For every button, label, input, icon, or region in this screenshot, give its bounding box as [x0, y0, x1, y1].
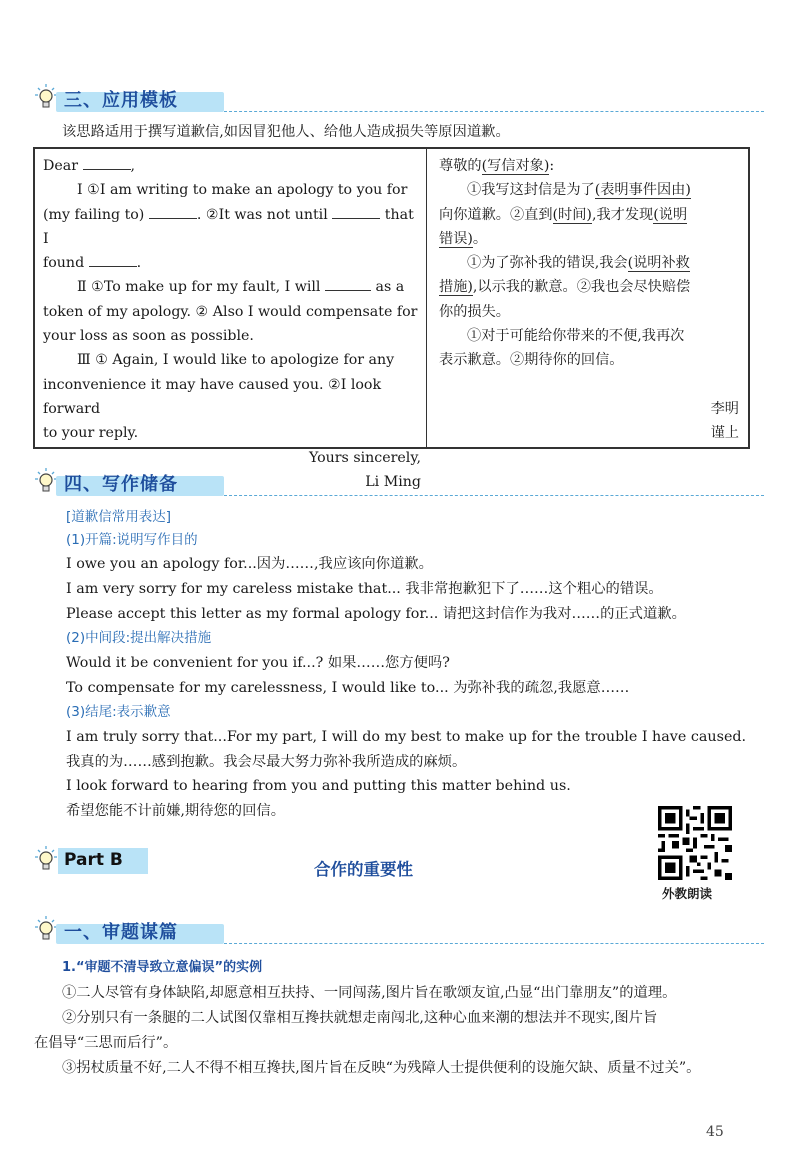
expressions-tag: [道歉信常用表达]	[66, 509, 172, 525]
subsection-opening: (1)开篇:说明写作目的	[66, 532, 198, 548]
expression-line: To compensate for my carelessness, I would like to... 为弥补我的疏忽,我愿意……	[66, 680, 630, 696]
expression-line: 希望您能不计前嫌,期待您的回信。	[66, 803, 285, 819]
template-english: Dear , Ⅰ ①I am writing to make an apology to you for (my failing to) . ②It was not until that I found . Ⅱ ①To make up for my fault, I will as a token of my apology. ② Also I would compensate for your loss as soon as possible. Ⅲ ① Again, I would like to apologize for any inconvenience it may have caused you. ②I look forward to your reply. Yours sincerely, Li Ming	[43, 158, 421, 490]
expression-line: I owe you an apology for...因为……,我应该向你道歉。	[66, 556, 433, 572]
heading-text: 一、审题谋篇	[64, 922, 178, 943]
qr-code-label: 外教朗读	[662, 886, 713, 901]
part-b-label: Part B	[34, 844, 154, 874]
section-heading-analysis	[34, 914, 764, 944]
expression-line: Please accept this letter as my formal apology for... 请把这封信作为我对……的正式道歉。	[66, 606, 686, 622]
example-line: ③拐杖质量不好,二人不得不相互搀扶,图片旨在反映“为残障人士提供便利的设施欠缺、质量不过关”。	[62, 1060, 701, 1076]
expression-line: I am truly sorry that...For my part, I will do my best to make up for the trouble I have caused.	[66, 729, 747, 745]
expression-line: 我真的为……感到抱歉。我会尽最大努力弥补我所造成的麻烦。	[66, 754, 467, 770]
heading-text: 三、应用模板	[64, 90, 178, 111]
subsection-ending: (3)结尾:表示歉意	[66, 704, 171, 720]
subsection-title: 1.“审题不清导致立意偏误”的实例	[62, 960, 263, 975]
section-heading-writing-prep	[34, 466, 764, 496]
expression-line: I am very sorry for my careless mistake that... 我非常抱歉犯下了……这个粗心的错误。	[66, 581, 663, 597]
expression-line: Would it be convenient for you if...? 如果……您方便吗?	[66, 655, 450, 671]
heading-text: 四、写作储备	[64, 474, 178, 495]
expression-line: I look forward to hearing from you and putting this matter behind us.	[66, 778, 571, 794]
section-heading-templates	[34, 82, 764, 112]
template-chinese: 尊敬的(写信对象): ①我写这封信是为了(表明事件因由) 向你道歉。②直到(时间),我才发现(说明 错误)。 ①为了弥补我的错误,我会(说明补救 措施),以示我的歉意。②我也会尽快赔偿 你的损失。 ①对于可能给你带来的不便,我再次 表示歉意。②期待你的回信。 李明 谨上	[439, 158, 739, 442]
example-line: 在倡导“三思而后行”。	[34, 1035, 178, 1051]
example-line: ②分别只有一条腿的二人试图仅靠相互搀扶就想走南闯北,这种心血来潮的想法并不现实,图片旨	[62, 1010, 658, 1026]
qr-code-icon[interactable]	[658, 806, 732, 880]
subsection-middle: (2)中间段:提出解决措施	[66, 630, 212, 646]
example-line: ①二人尽管有身体缺陷,却愿意相互扶持、一同闯荡,图片旨在歌颂友谊,凸显“出门靠朋友”的道理。	[62, 985, 677, 1001]
page-number: 45	[706, 1124, 724, 1140]
intro-text: 该思路适用于撰写道歉信,如因冒犯他人、给他人造成损失等原因道歉。	[62, 124, 510, 140]
part-b-title: 合作的重要性	[314, 860, 413, 879]
